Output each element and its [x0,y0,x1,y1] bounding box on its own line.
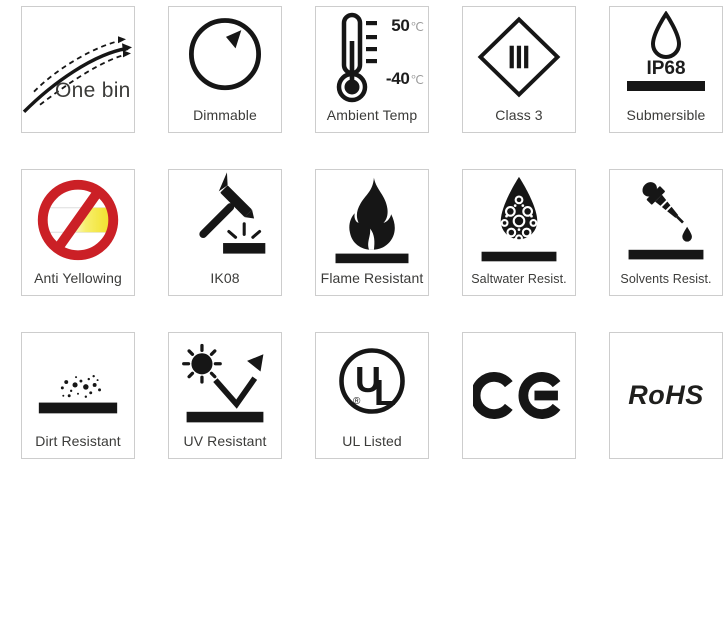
saltwater-droplet-icon [470,173,568,269]
feature-card-ambient-temp [315,6,429,133]
water-droplet-icon [614,11,718,103]
feature-card-ik08 [168,169,282,296]
feature-label: Anti Yellowing [34,269,122,286]
feature-card-rohs [609,332,723,459]
temp-high: 50℃ [391,16,424,35]
feature-card-class-3 [462,6,576,133]
feature-card-submersible [609,6,723,133]
dimmer-knob-icon [177,9,273,105]
ce-mark-icon [473,367,565,424]
feature-card-ul-listed [315,332,429,459]
feature-label: Solvents Resist. [620,271,712,286]
feature-label: Dirt Resistant [35,432,121,449]
feature-label: UV Resistant [183,432,267,449]
feature-icon-grid [21,6,723,459]
thermometer-icon [324,11,382,107]
feature-label: Saltwater Resist. [471,271,567,286]
feature-card-dirt-resistant [21,332,135,459]
binning-curves-icon [22,7,134,132]
ul-mark-icon [322,337,422,429]
pipette-drop-icon [617,173,715,269]
rohs-wordmark: RoHS [628,380,704,410]
feature-card-dimmable [168,6,282,133]
no-yellowing-icon [31,173,125,267]
flame-icon [323,172,421,268]
feature-card-anti-yellowing [21,169,135,296]
temp-low: -40℃ [385,69,424,88]
class-iii-diamond-icon [472,11,566,103]
impact-hammer-icon [177,172,273,268]
ip-rating: IP68 [646,57,686,79]
registered-mark: ® [353,395,361,407]
ul-letter-u: U [355,358,381,400]
dirt-particles-icon [29,336,127,430]
feature-label: Flame Resistant [320,269,424,286]
feature-card-flame-resistant [315,169,429,296]
feature-card-saltwater-resistant [462,169,576,296]
feature-label: Dimmable [193,106,257,123]
feature-card-solvents-resistant [609,169,723,296]
sun-reflect-arrow-icon [175,335,275,431]
feature-label: Submersible [626,106,706,123]
feature-card-one-bin [21,6,135,133]
feature-label: Ambient Temp [326,106,418,123]
ul-letter-l: L [374,371,396,413]
feature-label: Class 3 [495,106,543,123]
feature-label: IK08 [210,269,240,286]
one-bin-label: One bin [55,79,131,102]
feature-card-uv-resistant [168,332,282,459]
feature-card-ce [462,332,576,459]
feature-label: UL Listed [342,432,402,449]
